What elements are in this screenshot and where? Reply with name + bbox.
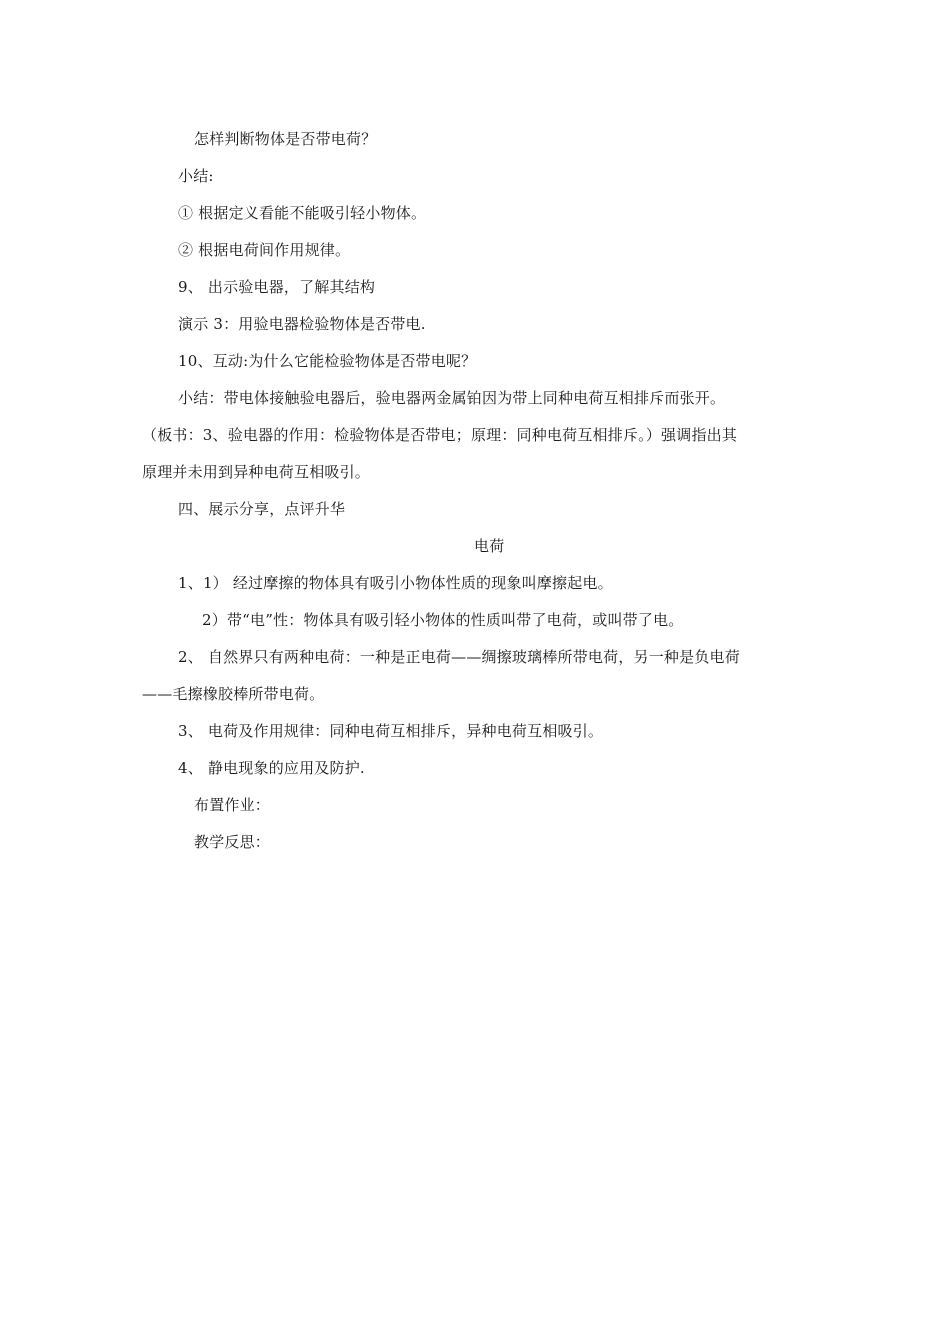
point-1-1-line: 1、1） 经过摩擦的物体具有吸引小物体性质的现象叫摩擦起电。 xyxy=(178,574,613,592)
board-notes-continuation: 原理并未用到异种电荷互相吸引。 xyxy=(142,463,371,481)
homework-label: 布置作业： xyxy=(194,796,271,814)
point-1-2-line: 2）带“电”性：物体具有吸引轻小物体的性质叫带了电荷，或叫带了电。 xyxy=(202,611,684,629)
question-line: 怎样判断物体是否带电荷？ xyxy=(194,130,377,148)
summary-label: 小结: xyxy=(178,167,214,185)
summary-point-1: ① 根据定义看能不能吸引轻小物体。 xyxy=(178,204,427,222)
section-four-heading: 四、展示分享，点评升华 xyxy=(178,500,346,518)
summary-electroscope-line: 小结：带电体接触验电器后，验电器两金属铂因为带上同种电荷互相排斥而张开。 xyxy=(178,389,726,407)
point-2-continuation: ——毛擦橡胶棒所带电荷。 xyxy=(142,685,325,703)
point-3-line: 3、 电荷及作用规律：同种电荷互相排斥，异种电荷互相吸引。 xyxy=(178,722,604,740)
summary-point-2: ② 根据电荷间作用规律。 xyxy=(178,241,351,259)
step-10-line: 10、互动:为什么它能检验物体是否带电呢？ xyxy=(178,352,477,370)
point-2-line: 2、 自然界只有两种电荷：一种是正电荷——绸擦玻璃棒所带电荷，另一种是负电荷 xyxy=(178,648,740,666)
step-9-line: 9、 出示验电器，了解其结构 xyxy=(178,278,376,296)
reflection-label: 教学反思： xyxy=(194,833,271,851)
board-notes-line: （板书：3、验电器的作用：检验物体是否带电；原理：同种电荷互相排斥。）强调指出其 xyxy=(142,426,738,444)
point-4-line: 4、 静电现象的应用及防护. xyxy=(178,759,365,777)
board-title: 电荷 xyxy=(474,537,505,555)
demo-3-line: 演示 3：用验电器检验物体是否带电. xyxy=(178,315,426,333)
